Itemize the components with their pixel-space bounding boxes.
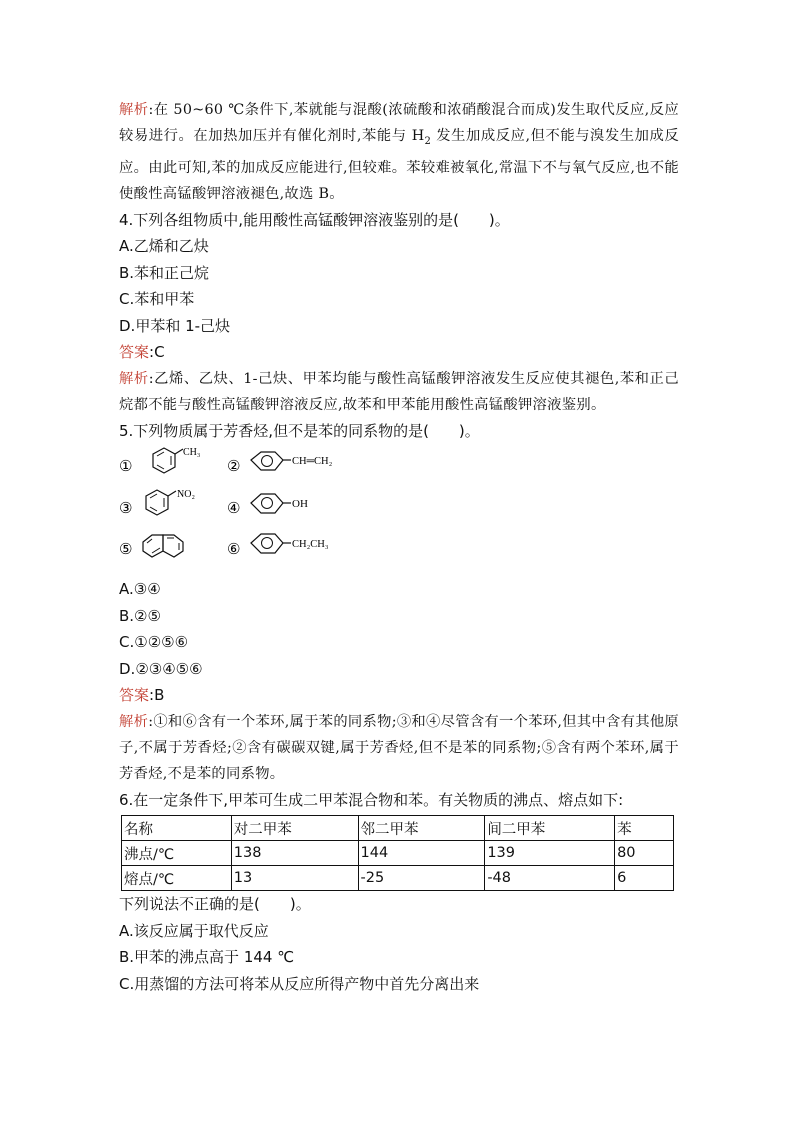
q4-option-d: D.甲苯和 1-己炔 xyxy=(119,316,231,335)
q4-analysis-label: 解析 xyxy=(119,370,149,387)
table-cell: 80 xyxy=(615,841,674,866)
naphthalene-structure xyxy=(119,526,229,566)
q5-answer xyxy=(119,682,679,709)
q5-analysis-label: 解析 xyxy=(119,713,149,730)
q4-option-c: C.苯和甲苯 xyxy=(119,290,195,309)
q6-question: 下列说法不正确的是( )。 xyxy=(119,895,311,914)
structure-5 xyxy=(119,526,229,570)
properties-table xyxy=(121,815,674,891)
analysis-subscript: 2 xyxy=(424,135,432,147)
analysis-text: :在 50~60 ℃条件下,苯就能与混酸(浓硫酸和浓硝酸混合而成)发生取代反应,反应较易进行。在加热加压并有催化剂时,苯能与 H xyxy=(119,102,679,144)
table-cell: -25 xyxy=(358,866,485,891)
structure-4-number: ④ xyxy=(227,499,241,518)
q6-option-c: C.用蒸馏的方法可将苯从反应所得产物中首先分离出来 xyxy=(119,974,480,993)
table-header-cell: 苯 xyxy=(615,816,674,841)
q6-stem: 6.在一定条件下,甲苯可生成二甲苯混合物和苯。有关物质的沸点、熔点如下: xyxy=(119,790,624,809)
structure-6-number: ⑥ xyxy=(227,540,241,559)
table-header-cell: 名称 xyxy=(122,816,232,841)
table-cell: 13 xyxy=(231,866,358,891)
q4-stem: 4.下列各组物质中,能用酸性高锰酸钾溶液鉴别的是( )。 xyxy=(119,210,510,229)
analysis-text-2: 发生加成反应,但不能与溴发生加成反应。由此可知,苯的加成反应能进行,但较难。苯较难被氧化,常温下不与氧气反应,也不能使酸性高锰酸钾溶液褪色,故选 B。 xyxy=(119,128,679,202)
structure-6-group: CH₂CH₃ xyxy=(292,539,329,551)
q4-answer-label: 答案 xyxy=(119,343,150,362)
q4-answer-value: :C xyxy=(149,343,165,362)
table-cell: 139 xyxy=(485,841,615,866)
q4-analysis xyxy=(119,366,679,418)
phenol-structure xyxy=(227,484,347,524)
table-header-cell: 邻二甲苯 xyxy=(358,816,485,841)
q5-answer-value: :B xyxy=(149,686,165,705)
page-content xyxy=(119,97,679,997)
structure-3-number: ③ xyxy=(119,499,133,518)
q5-analysis xyxy=(119,709,679,787)
table-cell: 熔点/℃ xyxy=(122,866,232,891)
table-header-row xyxy=(122,816,674,841)
q5-option-a: A.③④ xyxy=(119,580,161,599)
ethylbenzene-structure xyxy=(227,526,367,566)
structure-6 xyxy=(227,526,367,570)
table-header-cell: 间二甲苯 xyxy=(485,816,615,841)
nitrobenzene-structure xyxy=(119,484,229,524)
q5-stem: 5.下列物质属于芳香烃,但不是苯的同系物的是( )。 xyxy=(119,421,480,440)
structure-4-group: OH xyxy=(292,498,308,511)
structure-2-number: ② xyxy=(227,457,241,476)
table-row xyxy=(122,841,674,866)
q5-analysis-text: :①和⑥含有一个苯环,属于苯的同系物;③和④尽管含有一个苯环,但其中含有其他原子,不属于芳香烃;②含有碳碳双键,属于芳香烃,但不是苯的同系物;⑤含有两个苯环,属于芳香烃,不是苯的同系物。 xyxy=(119,713,680,782)
q4-option-a: A.乙烯和乙炔 xyxy=(119,237,209,256)
table-header-cell: 对二甲苯 xyxy=(231,816,358,841)
structure-2 xyxy=(227,446,367,486)
structure-4 xyxy=(227,484,347,528)
q5-option-b: B.②⑤ xyxy=(119,606,161,625)
table-cell: 138 xyxy=(231,841,358,866)
q5-option-c: C.①②⑤⑥ xyxy=(119,633,189,652)
q6-option-a: A.该反应属于取代反应 xyxy=(119,921,269,940)
q5-option-d: D.②③④⑤⑥ xyxy=(119,659,203,678)
analysis-1 xyxy=(119,97,679,207)
q4-answer xyxy=(119,339,679,366)
q5-structures xyxy=(119,446,679,572)
table-cell: 沸点/℃ xyxy=(122,841,232,866)
styrene-structure xyxy=(227,446,367,482)
table-cell: 144 xyxy=(358,841,485,866)
table-cell: -48 xyxy=(485,866,615,891)
q4-analysis-text: :乙烯、乙炔、1-己炔、甲苯均能与酸性高锰酸钾溶液发生反应使其褪色,苯和正己烷都不能与酸性高锰酸钾溶液反应,故苯和甲苯能用酸性高锰酸钾溶液鉴别。 xyxy=(119,370,680,413)
structure-5-number: ⑤ xyxy=(119,540,133,559)
q6-option-b: B.甲苯的沸点高于 144 ℃ xyxy=(119,948,295,967)
structure-1-number: ① xyxy=(119,457,133,476)
q4-option-b: B.苯和正己烷 xyxy=(119,263,210,282)
structure-1 xyxy=(119,446,229,486)
table-row xyxy=(122,866,674,891)
analysis-label: 解析 xyxy=(119,102,149,118)
structure-3-group: NO₂ xyxy=(177,489,195,501)
structure-3 xyxy=(119,484,229,528)
toluene-structure xyxy=(119,446,229,482)
structure-1-group: CH₃ xyxy=(183,447,201,459)
q5-answer-label: 答案 xyxy=(119,686,150,705)
structure-2-group: CH═CH₂ xyxy=(292,456,333,468)
table-cell: 6 xyxy=(615,866,674,891)
